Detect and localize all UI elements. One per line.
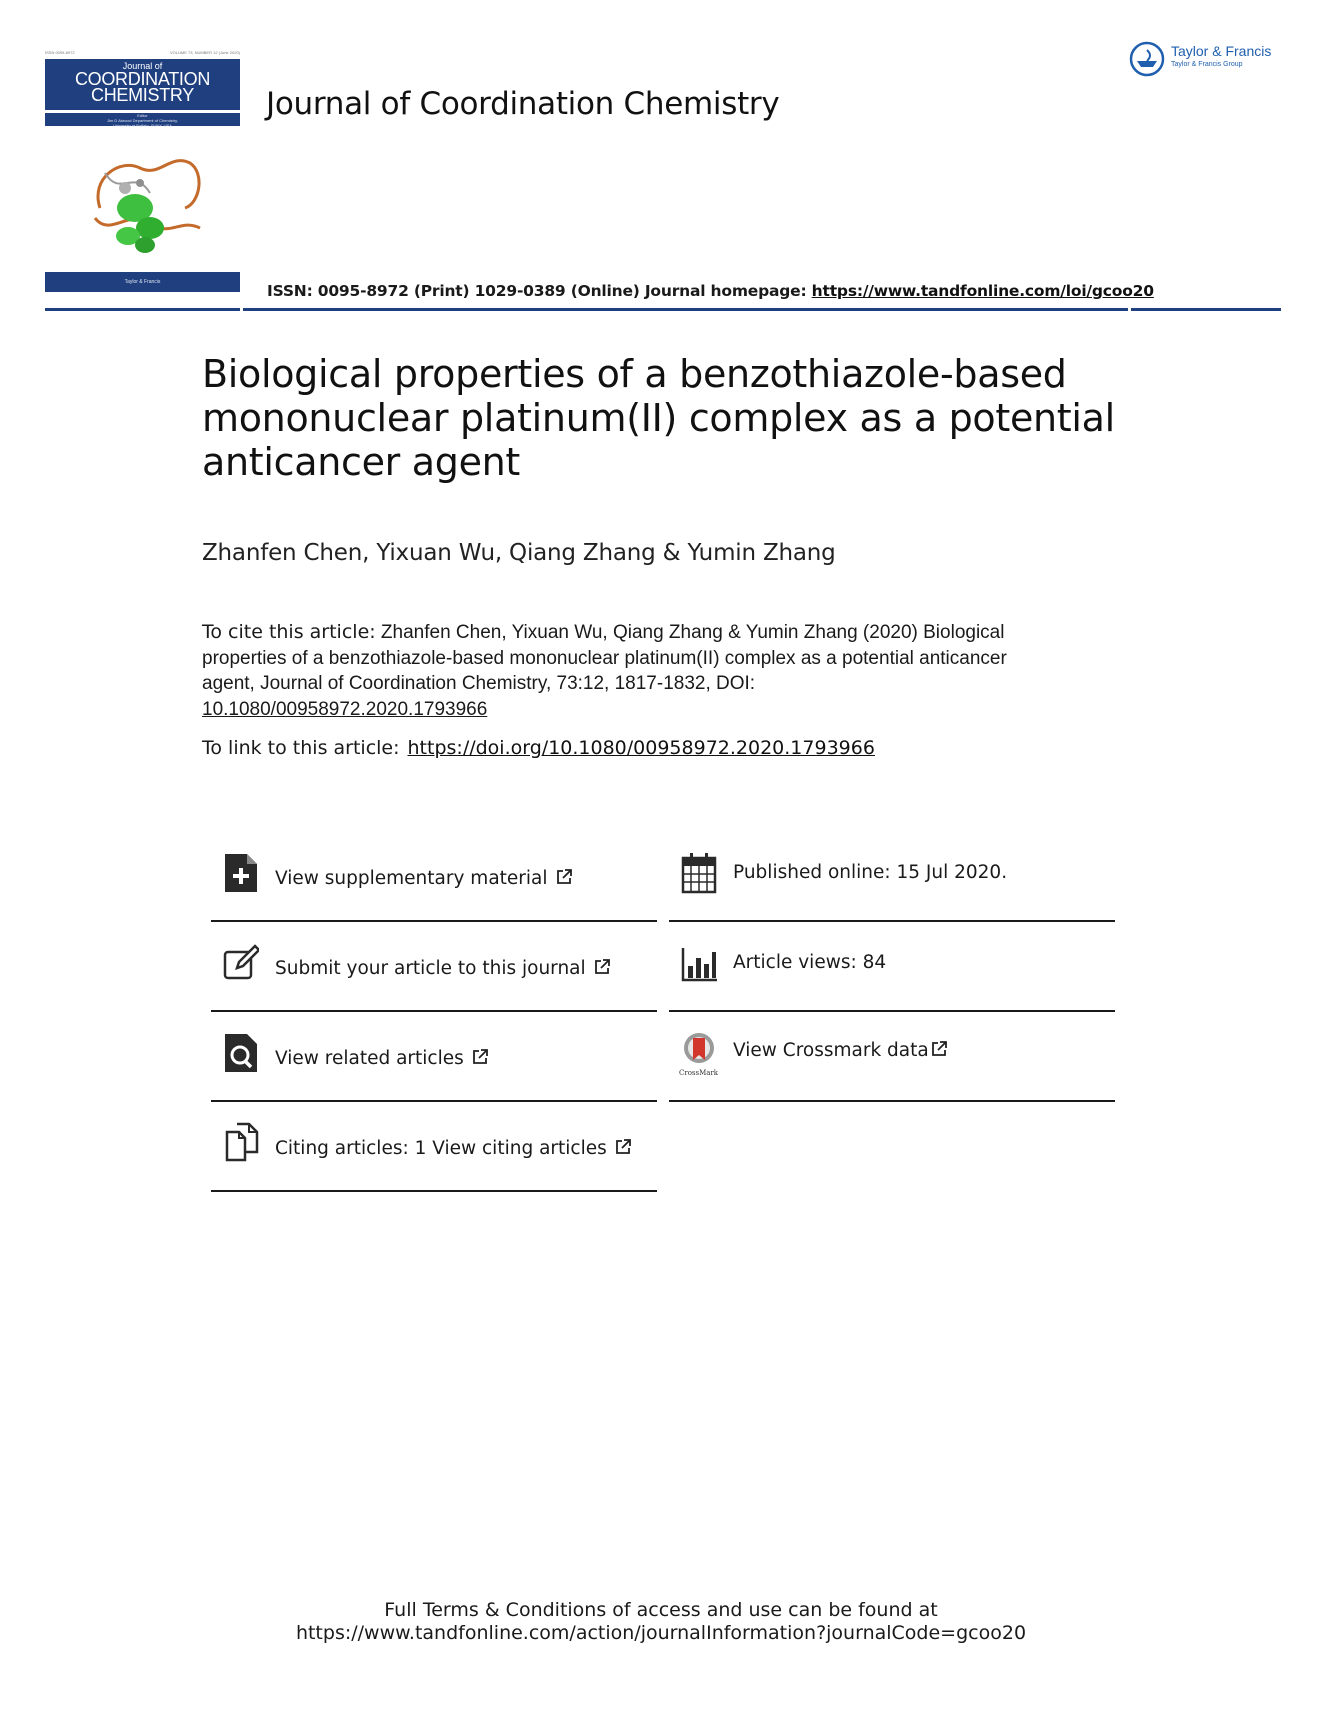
header-divider	[45, 308, 1281, 311]
cover-publisher: Taylor & Francis	[124, 279, 161, 285]
cover-title-band	[45, 59, 240, 110]
calendar-icon	[681, 852, 717, 894]
published-online-text: Published online: 15 Jul 2020.	[733, 862, 1008, 883]
supplementary-material-link[interactable]	[275, 868, 573, 889]
cover-top-strip	[45, 50, 240, 58]
related-articles-link[interactable]	[275, 1048, 489, 1069]
file-plus-icon	[223, 852, 259, 894]
document-search-icon	[223, 1032, 259, 1074]
copy-documents-icon	[223, 1122, 259, 1164]
cover-editor-label: Editor	[137, 113, 148, 118]
cover-volume: VOLUME 73, NUMBER 12 (June 2020)	[169, 50, 240, 55]
cover-issn: ISSN 0095-8972	[45, 50, 75, 55]
cover-editor-affil: University at Buffalo, SUNY, USA	[113, 123, 172, 128]
submit-article-link[interactable]	[275, 958, 611, 979]
issn-line	[267, 282, 1154, 300]
external-link-icon	[556, 868, 573, 885]
cover-publisher-band	[45, 272, 240, 292]
terms-footer	[0, 1599, 1322, 1645]
crossmark-badge-label: CrossMark	[679, 1069, 719, 1077]
footer-line1: Full Terms & Conditions of access and use can be found at	[384, 1599, 938, 1621]
journal-cover	[45, 50, 240, 293]
link-label: To link to this article:	[202, 737, 400, 759]
crossmark-row[interactable]	[669, 1010, 1115, 1102]
divider-gap	[240, 308, 243, 311]
cover-editor-band	[45, 113, 240, 126]
cover-name-line1: COORDINATION	[74, 69, 211, 89]
cite-text: Zhanfen Chen, Yixuan Wu, Qiang Zhang & Yumin Zhang (2020) Biological properties of a benzothiazole-based mononuclear platinum(II) complex as a potential anticancer agent, Journal of Coordination Chemistry, 73:12, 1817-1832, DOI:	[202, 622, 1007, 694]
article-views-row	[669, 920, 1115, 1012]
article-views-text: Article views: 84	[733, 952, 887, 973]
submit-article-row[interactable]	[211, 920, 657, 1012]
journal-title: Journal of Coordination Chemistry	[266, 86, 780, 122]
external-link-icon	[472, 1048, 489, 1065]
issn-text: ISSN: 0095-8972 (Print) 1029-0389 (Online) Journal homepage:	[267, 282, 812, 300]
cover-editor-name: Jim D Atwood Department of Chemistry,	[107, 118, 178, 123]
external-link-icon	[594, 958, 611, 975]
article-authors: Zhanfen Chen, Yixuan Wu, Qiang Zhang & Yumin Zhang	[202, 540, 836, 566]
external-link-icon	[931, 1040, 948, 1057]
citing-articles-label: Citing articles: 1 View citing articles	[275, 1138, 607, 1159]
article-doi-link[interactable]: https://doi.org/10.1080/00958972.2020.1793966	[407, 737, 875, 759]
journal-homepage-link[interactable]: https://www.tandfonline.com/loi/gcoo20	[811, 282, 1154, 300]
submit-article-label: Submit your article to this journal	[275, 958, 586, 979]
citing-articles-row[interactable]	[211, 1100, 657, 1192]
bar-chart-icon	[681, 942, 717, 984]
edit-icon	[223, 942, 259, 984]
published-online-row	[669, 830, 1115, 922]
publisher-name: Taylor & Francis	[1171, 43, 1272, 59]
footer-terms-link[interactable]: https://www.tandfonline.com/action/journalInformation?journalCode=gcoo20	[295, 1622, 1027, 1644]
article-title: Biological properties of a benzothiazole-based mononuclear platinum(II) complex as a potential anticancer agent	[202, 352, 1115, 484]
publisher-group: Taylor & Francis Group	[1171, 61, 1243, 68]
supplementary-material-row[interactable]	[211, 830, 657, 922]
article-link-line	[202, 737, 875, 759]
related-articles-label: View related articles	[275, 1048, 464, 1069]
related-articles-row[interactable]	[211, 1010, 657, 1102]
cover-journal-of: Journal of	[122, 61, 163, 71]
taylor-francis-logo-icon	[1128, 40, 1166, 78]
citation-block	[202, 620, 1022, 722]
citing-articles-link[interactable]	[275, 1138, 632, 1159]
crossmark-label: View Crossmark data	[733, 1040, 929, 1061]
cover-molecule-illustration	[80, 148, 210, 258]
crossmark-link[interactable]	[733, 1040, 948, 1061]
divider-gap	[1128, 308, 1131, 311]
supplementary-label: View supplementary material	[275, 868, 548, 889]
external-link-icon	[615, 1138, 632, 1155]
cite-doi-link[interactable]: 10.1080/00958972.2020.1793966	[202, 698, 488, 720]
crossmark-icon	[681, 1032, 717, 1074]
cover-name-line2: CHEMISTRY	[91, 85, 194, 105]
cite-label: To cite this article:	[202, 621, 376, 643]
